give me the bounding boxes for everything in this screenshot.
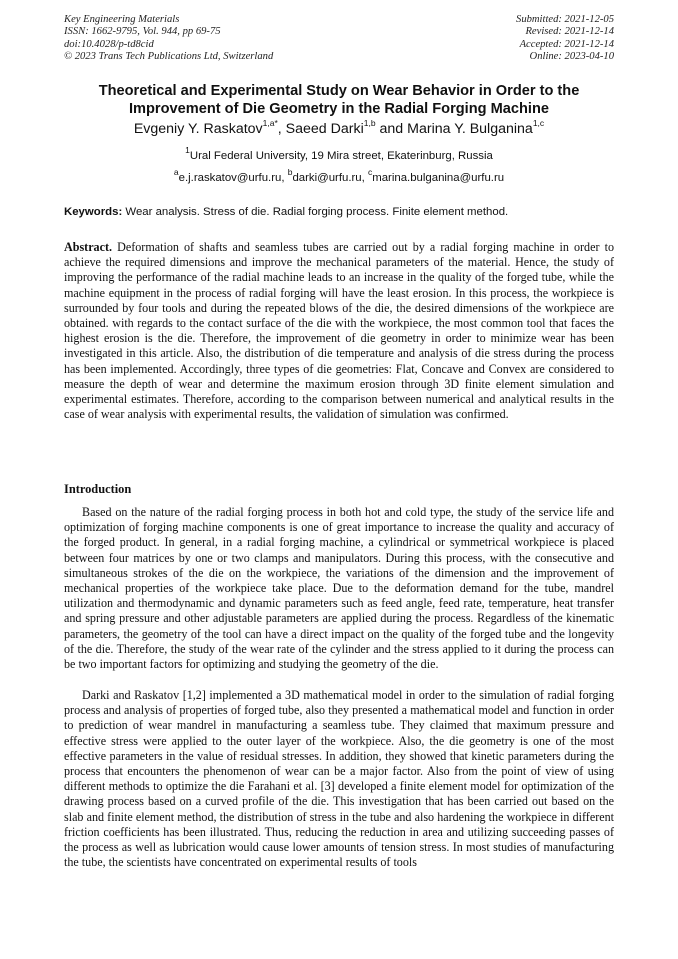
author-name: Marina Y. Bulganina (407, 121, 533, 137)
keywords (64, 206, 614, 218)
author-list (64, 118, 614, 137)
abstract-label: Abstract. (64, 240, 113, 254)
author-affiliation-mark: 1,c (532, 118, 545, 129)
email-separator: , (281, 172, 288, 184)
journal-name: Key Engineering Materials (64, 14, 180, 25)
email-mark: c (367, 167, 373, 178)
doi: doi:10.4028/p-td8cid (64, 38, 154, 50)
affiliation-text: Ural Federal University, 19 Mira street, Ekaterinburg, Russia (189, 150, 493, 162)
accepted-date: Accepted: 2021-12-14 (519, 38, 614, 50)
author-separator: , (277, 121, 286, 137)
journal-info (64, 14, 273, 64)
section-heading-introduction: Introduction (64, 482, 132, 496)
intro-paragraph: Darki and Raskatov [1,2] implemented a 3D mathematical model in order to the simulation of radial forging process and analysis of properties of forged tube, also they presented a mathematical model and function in order to prediction of wear mandrel in manufacturing a seamless tube. They claimed that maximum pressure and effective stress were applied to the outer layer of the workpiece. Also, the die geometry is one of the most effective parameters in the value of residual stresses. In addition, they showed that kinetic parameters during the process that encounters the phenomenon of wear can be a major factor. Also from the point of view of using different methods to optimize the die Farahani et al. [3] developed a finite element model for optimization of the drawing process based on a curved profile of the die. This investigation that has been carried out based on the slab and finite element method, the distribution of stress in the tube and also hardening the workpiece in different friction coefficients has been illustrated. Thus, reducing the reduction in area and utilizing succeeding passes of the process as well as lubrication would cause lower amounts of tension stress. In most studies of manufacturing the tube, the scientists have concentrated on experimental results of tools (64, 688, 614, 870)
email-list (64, 167, 614, 184)
paper-title: Theoretical and Experimental Study on Wear Behavior in Order to the Improvement of Die Geometry in the Radial Forging Machine (98, 83, 580, 117)
email-link[interactable]: marina.bulganina@urfu.ru (372, 172, 505, 184)
author-name: Evgeniy Y. Raskatov (133, 121, 263, 137)
revised-date: Revised: 2021-12-14 (525, 26, 614, 38)
keywords-label: Keywords: (64, 206, 123, 218)
copyright: © 2023 Trans Tech Publications Ltd, Switzerland (64, 51, 274, 63)
intro-paragraph: Based on the nature of the radial forging process in both hot and cold type, the study of the service life and optimization of forging machine components is one of great importance to increase the quality and accuracy of the forged product. In general, in a radial forging machine, a cylindrical or symmetrical workpiece is placed between four matrices by one or two clamps and manipulators. During this process, with the consecutive and simultaneous strokes of the die on the workpiece, the variations of the dimension and the improvement of mechanical properties of the workpiece take place. Due to the deformation demand for the tube, mandrel utilization and thermodynamic and dynamic parameters such as feed angle, feed rate, temperature, heat transfer and spring pressure and other adjustable parameters are applied during the process. Regardless of the kinematic parameters, the geometry of the tool can have a direct impact on the quality of the forged tube and the longevity of the die. Therefore, the study of the wear rate of the cylinder and the stress applied to it during the process can be two important factors for optimizing and studying the geometry of the die. (64, 505, 614, 672)
email-link[interactable]: e.j.raskatov@urfu.ru (178, 172, 282, 184)
author-affiliation-mark: 1,b (363, 118, 376, 129)
keywords-text: Wear analysis. Stress of die. Radial forging process. Finite element method. (122, 206, 509, 218)
author-separator: and (375, 121, 408, 137)
email-mark: a (173, 167, 179, 178)
email-separator: , (361, 172, 368, 184)
affiliation-mark: 1 (185, 145, 190, 156)
abstract-text: Deformation of shafts and seamless tubes are carried out by a radial forging machine in order to achieve the required dimensions and improve the mechanical parameters of the material. Hence, the study of improving the performance of the radial machine leads to an increase in the quality of the forged tube, while the machine equipment in the process of radial forging will have the least erosion. In this process, the workpiece is surrounded by four tools and during the repeated blows of the die, the desired dimensions of the workpiece are obtained. with regards to the contact surface of the die with the workpiece, the most common tool that faces the highest erosion is the die. Therefore, the improvement of die geometry in order to minimize wear has been investigated in this article. Also, the distribution of die temperature and analysis of die stress during the process has been implemented. Accordingly, three types of die geometries: Flat, Concave and Convex are considered to measure the depth of wear and determine the maximum erosion through 3D finite element simulation and experimental estimates. Therefore, according to the comparison between numerical and analytical results in the case of wear analysis with experimental results, the validation of simulation was confirmed. (64, 240, 614, 422)
publication-dates (516, 14, 614, 64)
author-name: Saeed Darki (285, 121, 364, 137)
issn-volume: ISSN: 1662-9795, Vol. 944, pp 69-75 (64, 26, 221, 38)
affiliation (64, 145, 614, 162)
submitted-date: Submitted: 2021-12-05 (516, 14, 614, 25)
email-mark: b (287, 167, 293, 178)
author-affiliation-mark: 1,a* (262, 118, 278, 129)
online-date: Online: 2023-04-10 (529, 51, 614, 63)
email-link[interactable]: darki@urfu.ru (292, 172, 362, 184)
abstract (64, 240, 614, 422)
